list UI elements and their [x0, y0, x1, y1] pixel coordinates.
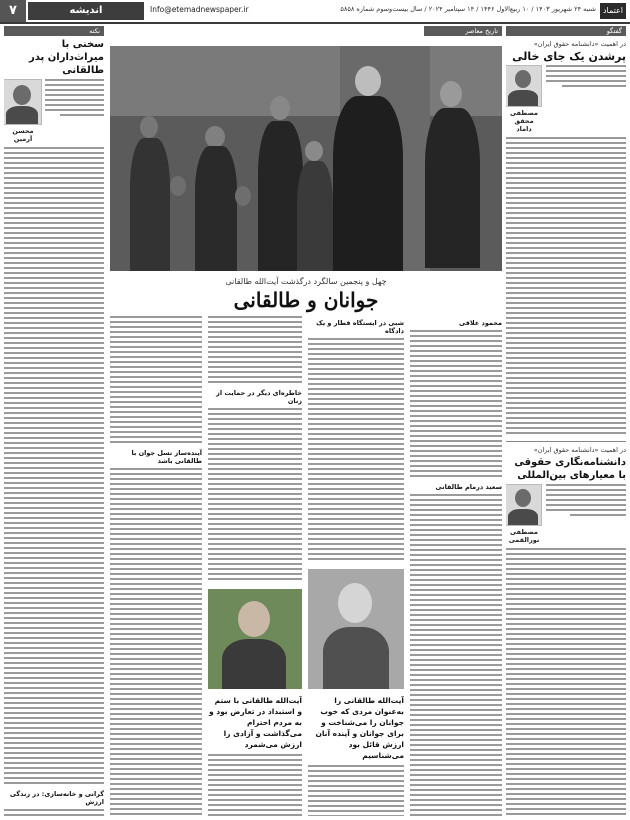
main-story-col4b-text [110, 468, 202, 816]
story2-headline: دانشنامه‌نگاری حقوقی با معیارهای بین‌المللی [514, 457, 626, 481]
middle-column-tag: تاریخ معاصر [424, 26, 502, 36]
elder-portrait-photo [308, 569, 404, 689]
story2-author-portrait [506, 484, 542, 526]
story1-intro-text [546, 65, 626, 90]
main-story-col2-text [308, 338, 404, 563]
main-story-sub1: شبی در ایستگاه قطار و یک دادگاه [316, 319, 404, 335]
story2-kicker: در اهمیت «دانشنامه حقوق ایران» [533, 446, 626, 454]
middle-column [110, 26, 502, 816]
page-number: ۷ [0, 0, 26, 22]
main-story-headline: جوانان و طالقانی [233, 288, 379, 312]
newspaper-logo: اعتماد [600, 3, 626, 19]
story1-headline: پرشدن یک جای خالی [512, 50, 626, 63]
left-column-headline: سخنی با میراث‌داران پدر طالقانی [28, 39, 104, 76]
left-column-author: محسن آرمین [12, 127, 34, 143]
left-column [4, 26, 104, 816]
main-story-col2b-text [308, 765, 404, 816]
left-author-portrait [4, 79, 42, 125]
right-column [506, 26, 626, 816]
left-column-bottom-headline: گرانی و خانه‌سازی: در زندگی ارزش [9, 790, 104, 806]
main-story-col3-text [208, 316, 302, 386]
main-story-col3b-text [208, 408, 302, 583]
story2-body-text [506, 548, 626, 816]
main-story-col4-text [110, 316, 202, 446]
main-story-author2: سعید درمام طالقانی [435, 483, 502, 491]
left-column-body-text [4, 147, 104, 787]
story1-author: مصطفی محقق داماد [509, 109, 538, 133]
main-historical-photo [110, 46, 502, 271]
date-line: شنبه ۲۴ شهریور ۱۴۰۳ / ۱۰ ربیع‌الاول ۱۴۴۶ / ۱۴ سپتامبر ۲۰۲۴ / سال بیست‌وسوم شماره ۵۸۵۸ [340, 5, 596, 13]
main-story-col3c-text [208, 754, 302, 816]
main-story-kicker: چهل و پنجمین سالگرد درگذشت آیت‌الله طالقانی [225, 277, 387, 286]
main-story-author1: محمود علاقی [459, 319, 502, 327]
story1-author-portrait [506, 65, 542, 107]
main-story-sub3: آینده‌ساز نسل جوان با طالقانی باشد [131, 449, 202, 465]
story2-intro-text [546, 484, 626, 519]
left-column-bottom-text [4, 809, 104, 816]
main-story-col1-text [410, 330, 502, 480]
left-column-tag: نکته [4, 26, 104, 36]
masthead [0, 0, 630, 24]
right-column-divider [506, 441, 626, 442]
main-story-columns [110, 316, 502, 816]
main-story-sub2: خاطره‌ای دیگر در حمایت از زنان [216, 389, 302, 405]
main-story-quote1: آیت‌الله طالقانی را به‌عنوان مردی که خوب جوانان را می‌شناخت و برای جوانان و آینده آنان ارزش قائل بود می‌شناسیم [315, 696, 404, 760]
right-column-tag: گفتگو [506, 26, 626, 36]
story1-body-text [506, 137, 626, 437]
left-column-intro-text [45, 79, 104, 119]
section-title: اندیشه [28, 2, 144, 20]
story2-author: مصطفی نورالقمی [508, 528, 540, 544]
second-portrait-photo [208, 589, 302, 689]
main-story-col1b-text [410, 494, 502, 816]
story1-kicker: در اهمیت «دانشنامه حقوق ایران» [533, 40, 626, 48]
email-link[interactable]: Info@etemadnewspaper.ir [150, 5, 249, 14]
main-story-quote2: آیت‌الله طالقانی با ستم و استبداد در تعارض بود و به مردم احترام می‌گذاشت و آزادی را ارزش می‌شمرد [208, 696, 302, 749]
